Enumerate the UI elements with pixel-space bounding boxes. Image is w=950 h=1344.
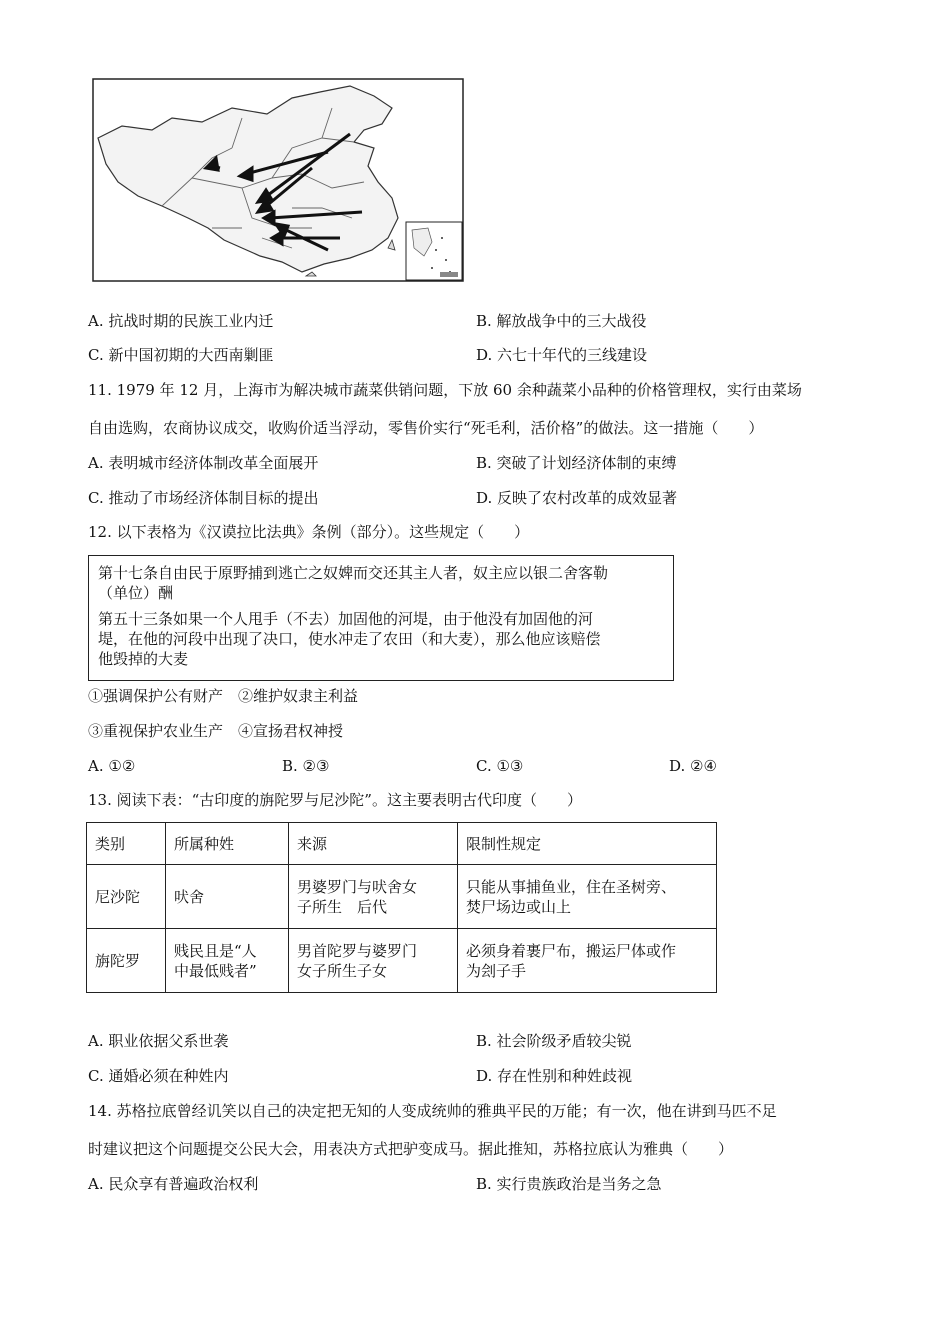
q14-stem-line2: 时建议把这个问题提交公民大会，用表决方式把驴变成马。据此推知，苏格拉底认为雅典（ ） xyxy=(88,1140,734,1158)
q14-option-a[interactable]: A. 民众享有普遍政治权利 xyxy=(88,1175,259,1193)
q11-option-c[interactable]: C. 推动了市场经济体制目标的提出 xyxy=(88,489,319,507)
table-cell xyxy=(166,865,289,929)
cell-line: 贱民且是“人 xyxy=(174,941,257,960)
table-cell: 旃陀罗 xyxy=(87,929,166,993)
q12-items-line1: ①强调保护公有财产 ②维护奴隶主利益 xyxy=(88,687,359,705)
q10-option-d[interactable]: D. 六七十年代的三线建设 xyxy=(476,346,648,364)
cell-line: 女子所生子女 xyxy=(297,961,388,980)
q14-option-b[interactable]: B. 实行贵族政治是当务之急 xyxy=(476,1175,662,1193)
q13-option-d[interactable]: D. 存在性别和种姓歧视 xyxy=(476,1067,633,1085)
china-map-svg xyxy=(92,78,464,282)
q12-code-excerpt-box xyxy=(88,555,674,681)
table-cell xyxy=(458,929,717,993)
q12-option-d[interactable]: D. ②④ xyxy=(669,757,717,775)
q13-caste-table xyxy=(86,822,717,993)
header-cell: 类别 xyxy=(87,823,166,865)
cell-line: 必须身着裹尸布，搬运尸体或作 xyxy=(466,941,677,960)
table-cell: 尼沙陀 xyxy=(87,865,166,929)
cell-line: 为刽子手 xyxy=(466,961,527,980)
q10-option-b[interactable]: B. 解放战争中的三大战役 xyxy=(476,312,647,330)
header-cell: 限制性规定 xyxy=(458,823,717,865)
table-cell xyxy=(166,929,289,993)
cell-line: 只能从事捕鱼业，住在圣树旁、 xyxy=(466,877,677,896)
q13-option-b[interactable]: B. 社会阶级矛盾较尖锐 xyxy=(476,1032,632,1050)
q12-option-a[interactable]: A. ①② xyxy=(88,757,136,775)
cell-line: 子所生 后代 xyxy=(297,897,388,916)
q11-stem-line1: 11. 1979 年 12 月，上海市为解决城市蔬菜供销问题，下放 60 余种蔬菜小品种的价格管理权，实行由菜场 xyxy=(88,381,802,399)
q12-box-line: 第十七条自由民于原野捕到逃亡之奴婢而交还其主人者，奴主应以银二舍客勒 xyxy=(98,564,609,582)
table-row xyxy=(87,929,717,993)
q12-stem: 12. 以下表格为《汉谟拉比法典》条例（部分）。这些规定（ ） xyxy=(88,523,530,541)
cell-line: 男首陀罗与婆罗门 xyxy=(297,941,418,960)
table-cell xyxy=(289,929,458,993)
china-map-figure xyxy=(92,78,464,282)
inset-label-block xyxy=(440,272,458,277)
cell-line: 中最低贱者” xyxy=(174,961,257,980)
q12-items-line2: ③重视保护农业生产 ④宣扬君权神授 xyxy=(88,722,344,740)
table-cell xyxy=(458,865,717,929)
table-header-row xyxy=(87,823,717,865)
q11-option-b[interactable]: B. 突破了计划经济体制的束缚 xyxy=(476,454,677,472)
q13-option-c[interactable]: C. 通婚必须在种姓内 xyxy=(88,1067,229,1085)
header-cell: 所属种姓 xyxy=(166,823,289,865)
header-cell: 来源 xyxy=(289,823,458,865)
q12-option-b[interactable]: B. ②③ xyxy=(282,757,330,775)
q11-option-d[interactable]: D. 反映了农村改革的成效显著 xyxy=(476,489,678,507)
q12-box-line: 他毁掉的大麦 xyxy=(98,650,189,668)
q12-box-line: （单位）酬 xyxy=(98,584,174,602)
q10-option-a[interactable]: A. 抗战时期的民族工业内迁 xyxy=(88,312,274,330)
q12-box-line: 第五十三条如果一个人甩手（不去）加固他的河堤，由于他没有加固他的河 xyxy=(98,610,594,628)
q14-stem-line1: 14. 苏格拉底曾经讥笑以自己的决定把无知的人变成统帅的雅典平民的万能；有一次，他在讲到马匹不足 xyxy=(88,1102,777,1120)
q12-option-c[interactable]: C. ①③ xyxy=(476,757,524,775)
table-row xyxy=(87,865,717,929)
cell-line: 焚尸场边或山上 xyxy=(466,897,572,916)
q12-box-line: 堤，在他的河段中出现了决口，使水冲走了农田（和大麦），那么他应该赔偿 xyxy=(98,630,601,648)
q11-stem-line2: 自由选购，农商协议成交，收购价适当浮动，零售价实行“死毛利，活价格”的做法。这一措施（ ） xyxy=(88,419,764,437)
q13-stem: 13. 阅读下表：“古印度的旃陀罗与尼沙陀”。这主要表明古代印度（ ） xyxy=(88,791,582,809)
q11-option-a[interactable]: A. 表明城市经济体制改革全面展开 xyxy=(88,454,319,472)
cell-line: 男婆罗门与吠舍女 xyxy=(297,877,418,896)
q10-option-c[interactable]: C. 新中国初期的大西南剿匪 xyxy=(88,346,274,364)
q13-option-a[interactable]: A. 职业依据父系世袭 xyxy=(88,1032,229,1050)
table-cell xyxy=(289,865,458,929)
cell-line: 吠舍 xyxy=(174,887,205,906)
